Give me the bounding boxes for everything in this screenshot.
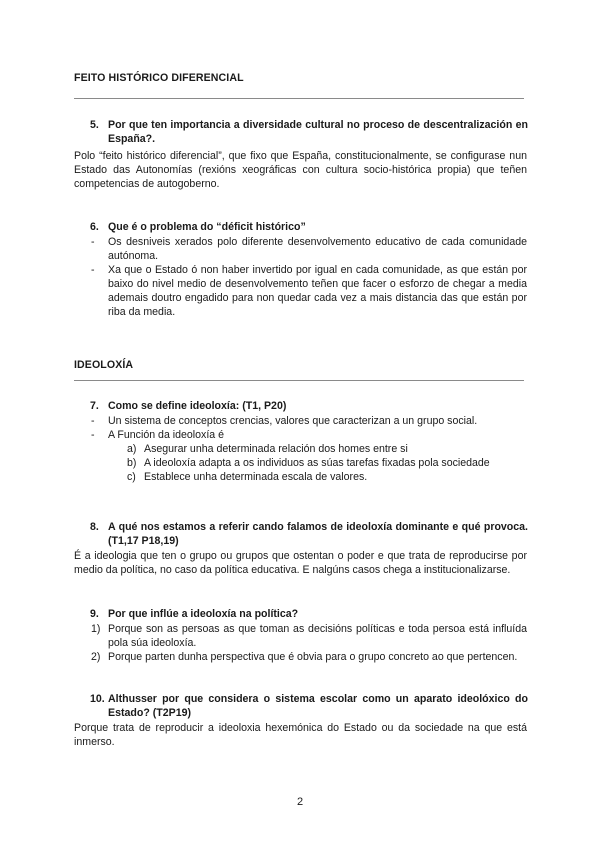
sub-list-marker: b): [127, 457, 137, 469]
question-8: [90, 520, 528, 548]
list-item: [91, 650, 527, 664]
sub-list-item: [127, 442, 527, 456]
question-number: 7.: [90, 400, 99, 412]
question-text: Por que ten importancia a diversidade cultural no proceso de descentralización en España?.: [108, 119, 528, 145]
list-item: [91, 622, 527, 650]
sub-list-text: Asegurar unha determinada relación dos homes entre si: [144, 443, 408, 455]
list-item-text: Xa que o Estado ó non haber invertido por igual en cada comunidade, as que están por baixo do nivel medio de desenvolvemento teñen que facer o esforzo de chegar a media ademais doutro engadido para non quedar cada vez a mais distancia das que están por riba da media.: [108, 264, 527, 318]
sub-list-marker: c): [127, 471, 136, 483]
section-divider: [74, 380, 524, 381]
section-title-ideoloxia: IDEOLOXÍA: [74, 359, 134, 371]
question-text: A qué nos estamos a referir cando falamos de ideoloxía dominante e qué provoca. (T1,17 P18,19): [108, 521, 528, 547]
sub-list-item: [127, 470, 527, 484]
list-item: [91, 235, 527, 263]
question-number: 9.: [90, 608, 99, 620]
question-number: 10.: [90, 693, 105, 705]
list-item: [91, 428, 527, 442]
answer-8: É a ideologia que ten o grupo ou grupos que ostentan o poder e que trata de reproducirse por medio da política, no caso da política educativa. E nalgúns casos chega a institucionalizarse.: [74, 550, 527, 577]
list-item-text: Porque parten dunha perspectiva que é obvia para o grupo concreto ao que pertencen.: [108, 651, 518, 663]
question-5: [90, 118, 528, 146]
answer-10: Porque trata de reproducir a ideoloxia hexemónica do Estado ou da sociedade na que está inmerso.: [74, 722, 527, 749]
sub-list-marker: a): [127, 443, 137, 455]
question-text: Althusser por que considera o sistema escolar como un aparato ideolóxico do Estado? (T2P19): [108, 693, 528, 719]
question-9: [90, 607, 528, 621]
question-text: Como se define ideoloxía: (T1, P20): [108, 400, 287, 412]
section-title-feito-historico: FEITO HISTÓRICO DIFERENCIAL: [74, 72, 244, 84]
sub-list-text: Establece unha determinada escala de valores.: [144, 471, 368, 483]
question-number: 5.: [90, 119, 99, 131]
sub-list-text: A ideoloxía adapta a os individuos as súas tarefas fixadas pola sociedade: [144, 457, 490, 469]
bullet-marker: -: [91, 429, 95, 441]
list-number: 1): [91, 623, 101, 635]
answer-5: Polo “feito histórico diferencial”, que fixo que España, constitucionalmente, se configurase nun Estado das Autonomías (rexións xeográficas con cultura socio-histórica propia) que teñen competencias de autogoberno.: [74, 150, 527, 191]
list-number: 2): [91, 651, 101, 663]
question-number: 8.: [90, 521, 99, 533]
section-divider: [74, 98, 524, 99]
question-text: Que é o problema do “déficit histórico”: [108, 221, 306, 233]
question-7: [90, 399, 528, 413]
list-item-text: Os desniveis xerados polo diferente desenvolvemento educativo de cada comunidade autónoma.: [108, 236, 527, 262]
sub-list-item: [127, 456, 527, 470]
question-6: [90, 220, 528, 234]
question-10: [90, 692, 528, 720]
list-item: [91, 414, 527, 428]
list-item-text: Un sistema de conceptos crencias, valores que caracterizan a un grupo social.: [108, 415, 478, 427]
bullet-marker: -: [91, 264, 95, 276]
question-number: 6.: [90, 221, 99, 233]
list-item-text: Porque son as persoas as que toman as decisións políticas e toda persoa está influída pola súa ideoloxía.: [108, 623, 527, 649]
list-item: [91, 263, 527, 319]
bullet-marker: -: [91, 415, 95, 427]
list-item-text: A Función da ideoloxía é: [108, 429, 225, 441]
question-text: Por que inflúe a ideoloxía na política?: [108, 608, 299, 620]
page-number: 2: [296, 796, 304, 808]
bullet-marker: -: [91, 236, 95, 248]
